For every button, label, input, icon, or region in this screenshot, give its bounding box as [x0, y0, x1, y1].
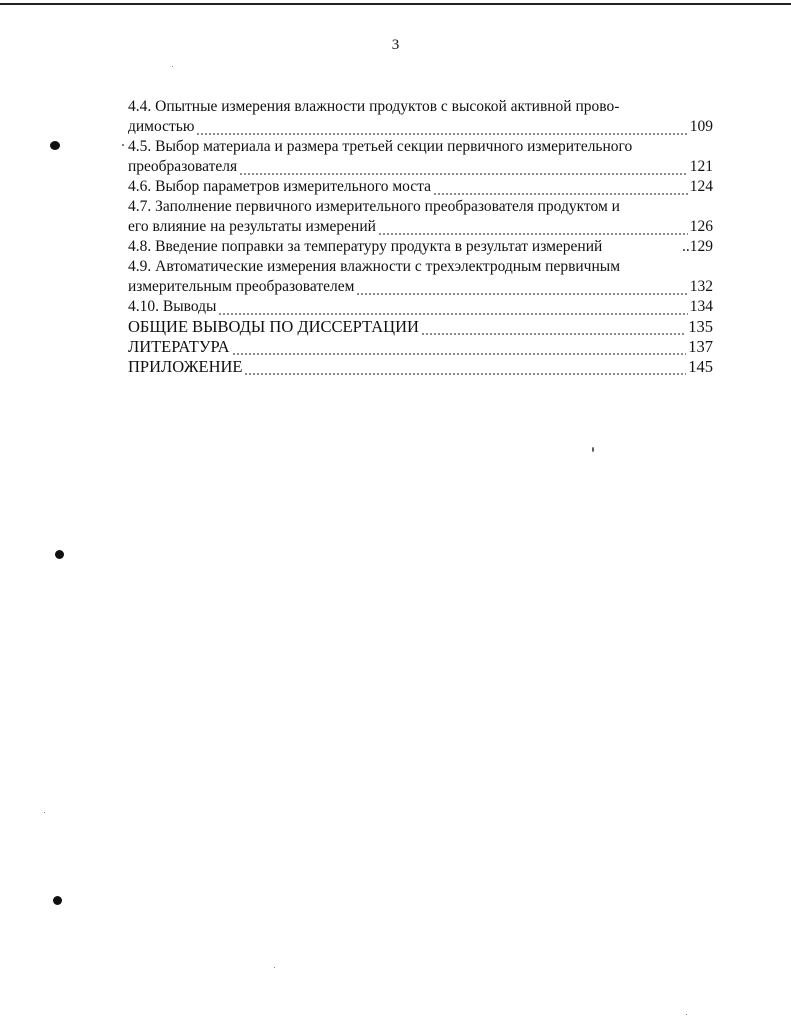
dot-leader — [421, 323, 686, 337]
toc-page-number: 135 — [688, 317, 713, 336]
toc-entry-4-9[interactable] — [128, 257, 713, 297]
toc-page-number: 137 — [688, 337, 713, 356]
toc-entry-appendix[interactable] — [128, 357, 713, 377]
toc-entry-4-6[interactable] — [128, 177, 713, 197]
dot-leader — [196, 123, 687, 137]
toc-entry-literature[interactable] — [128, 337, 713, 357]
toc-entry-title: 4.8. Введение поправки за температуру продукта в результат измерений — [128, 238, 603, 255]
toc-entry-title: ПРИЛОЖЕНИЕ — [128, 357, 243, 376]
dot-leader — [356, 283, 687, 297]
toc-entry-title: ЛИТЕРАТУРА — [128, 337, 230, 356]
toc-entry-4-4[interactable] — [128, 97, 713, 137]
toc-page-number: 132 — [689, 278, 713, 295]
punch-hole-mark — [55, 550, 64, 559]
toc-entry-4-8[interactable] — [128, 237, 713, 257]
toc-page-number: 124 — [689, 178, 713, 195]
toc-entry-title: 4.10. Выводы — [128, 298, 217, 315]
toc-entry-4-5[interactable] — [128, 137, 713, 177]
dot-leader — [378, 223, 688, 237]
toc-entry-title: ОБЩИЕ ВЫВОДЫ ПО ДИССЕРТАЦИИ — [128, 317, 419, 336]
toc-page-number: 126 — [689, 218, 713, 235]
punch-hole-mark — [53, 896, 62, 905]
toc-page-number: 134 — [689, 298, 713, 315]
scan-speck — [592, 447, 594, 452]
toc-entry-4-7[interactable] — [128, 197, 713, 237]
dot-leader — [232, 343, 687, 357]
dot-leader — [433, 183, 688, 197]
toc-page-number: 121 — [689, 158, 713, 175]
scan-speck — [122, 144, 124, 146]
toc-entry-title-continued: измерительным преобразователем — [128, 278, 355, 295]
table-of-contents — [128, 97, 713, 377]
toc-page-number: 109 — [689, 118, 713, 135]
toc-entry-title: 4.7. Заполнение первичного измерительного преобразователя продуктом и — [128, 198, 620, 215]
dot-leader — [218, 303, 687, 317]
toc-entry-4-10[interactable] — [128, 297, 713, 317]
toc-page-number: ..129 — [682, 238, 713, 255]
toc-entry-conclusions[interactable] — [128, 317, 713, 337]
scan-speck — [686, 1014, 687, 1015]
dot-leader — [244, 363, 686, 377]
dot-leader — [239, 163, 688, 177]
scan-speck — [274, 967, 275, 968]
scan-speck — [172, 66, 173, 67]
toc-entry-title: 4.9. Автоматические измерения влажности с трехэлектродным первичным — [128, 258, 620, 275]
toc-entry-title: 4.6. Выбор параметров измерительного моста — [128, 178, 431, 195]
toc-entry-title: 4.4. Опытные измерения влажности продуктов с высокой активной прово- — [128, 98, 620, 115]
punch-hole-mark — [50, 141, 60, 150]
toc-entry-title-continued: преобразователя — [128, 158, 238, 175]
toc-page-number: 145 — [688, 357, 713, 376]
toc-entry-title: 4.5. Выбор материала и размера третьей секции первичного измерительного — [128, 138, 633, 155]
toc-entry-title-continued: его влияние на результаты измерений — [128, 218, 376, 235]
page-number: 3 — [391, 37, 400, 53]
top-edge-rule — [0, 3, 791, 5]
scan-speck — [44, 812, 45, 813]
toc-entry-title-continued: димостью — [128, 118, 195, 135]
